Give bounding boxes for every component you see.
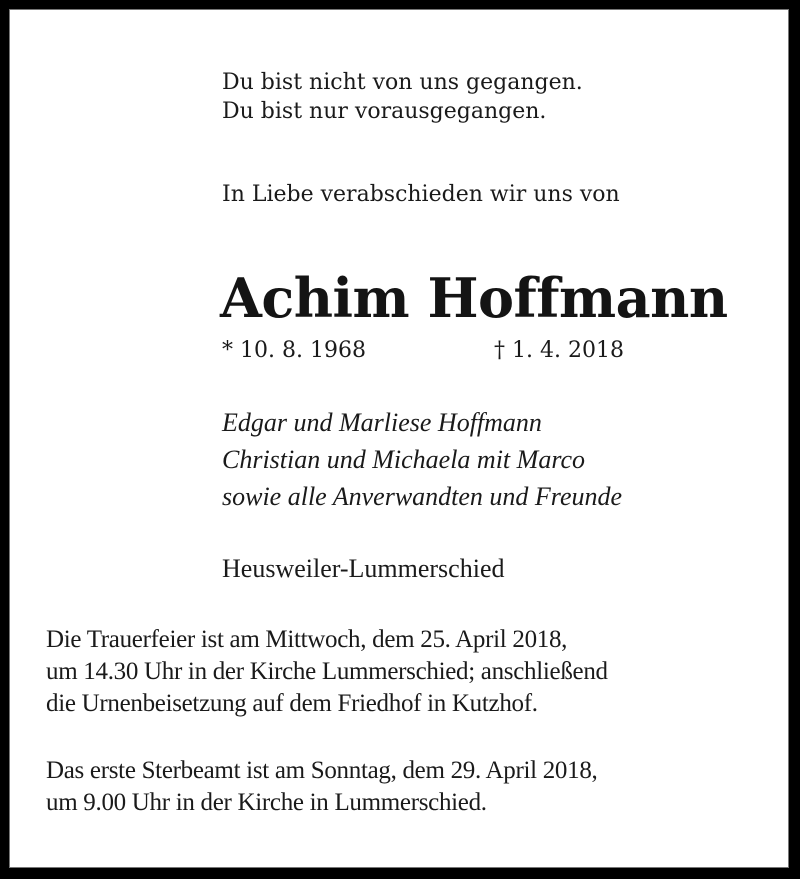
obituary-notice [9,9,789,868]
intro-text: In Liebe verabschieden wir uns von [222,182,620,207]
info-line: Das erste Sterbeamt ist am Sonntag, dem 29. April 2018, [46,757,598,784]
mourner: Christian und Michaela mit Marco [222,445,586,474]
mourner: sowie alle Anverwandten und Freunde [222,482,623,511]
info-line: die Urnenbeisetzung auf dem Friedhof in Kutzhof. [46,690,538,717]
deceased-name: Achim Hoffmann [220,266,728,330]
motto-line: Du bist nicht von uns gegangen. [222,70,583,95]
place: Heusweiler-Lummerschied [222,554,505,583]
requiem-info [46,755,597,819]
birth-date: * 10. 8. 1968 [222,338,366,363]
info-line: Die Trauerfeier ist am Mittwoch, dem 25. April 2018, [46,626,568,653]
info-line: um 9.00 Uhr in der Kirche in Lummerschied. [46,789,487,816]
death-date: † 1. 4. 2018 [494,338,624,363]
funeral-info [46,624,608,720]
motto-line: Du bist nur vorausgegangen. [222,99,547,124]
info-line: um 14.30 Uhr in der Kirche Lummerschied; anschließend [46,658,608,685]
mourner: Edgar und Marliese Hoffmann [222,408,542,437]
mourners-list [222,404,622,515]
motto [222,68,583,126]
